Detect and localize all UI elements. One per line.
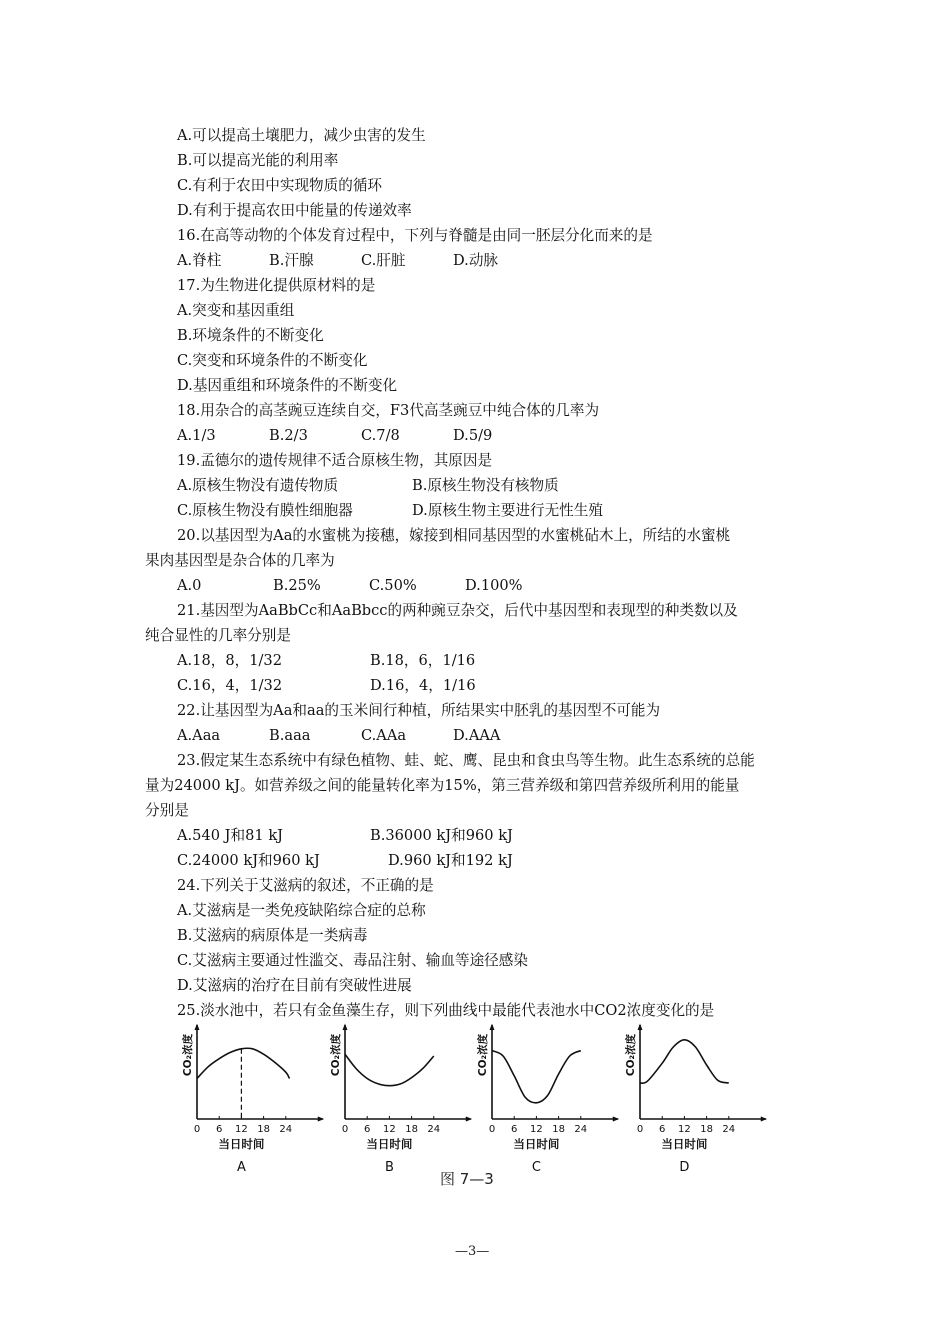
chart-b-xlabel: 当日时间 bbox=[366, 1137, 413, 1151]
chart-a-curve bbox=[197, 1048, 290, 1078]
q16-option-a: A.脊柱 bbox=[177, 252, 222, 269]
q21-option-a: A.18，8，1/32 bbox=[177, 652, 282, 669]
q18-option-b: B.2/3 bbox=[269, 427, 308, 444]
chart-d-tick-label: 24 bbox=[722, 1124, 736, 1135]
q17-option-c: C.突变和环境条件的不断变化 bbox=[177, 352, 368, 369]
chart-c-curve bbox=[492, 1051, 581, 1103]
q16-option-b: B.汗腺 bbox=[269, 252, 314, 269]
q19-options-row1 bbox=[145, 473, 807, 498]
chart-b-tick-label: 0 bbox=[341, 1124, 349, 1135]
figure-7-3 bbox=[160, 1018, 800, 1193]
q24-option-c: C.艾滋病主要通过性滥交、毒品注射、输血等途径感染 bbox=[177, 952, 528, 969]
q19-options-row2 bbox=[145, 498, 807, 523]
chart-d-tick-label: 0 bbox=[636, 1124, 644, 1135]
chart-c-tick-label: 0 bbox=[488, 1124, 496, 1135]
chart-d-tick-label: 12 bbox=[678, 1124, 691, 1135]
chart-a-tick-label: 6 bbox=[216, 1124, 223, 1135]
q24-option-b: B.艾滋病的病原体是一类病毒 bbox=[177, 927, 368, 944]
q21-option-d: D.16，4，1/16 bbox=[370, 677, 476, 694]
chart-d-x-arrow-icon bbox=[761, 1117, 766, 1121]
q24-option-a: A.艾滋病是一类免疫缺陷综合症的总称 bbox=[177, 902, 426, 919]
q20-stem-line1: 20.以基因型为Aa的水蜜桃为接穗，嫁接到相同基因型的水蜜桃砧木上，所结的水蜜桃 bbox=[177, 527, 731, 544]
q16-stem: 16.在高等动物的个体发育过程中，下列与脊髓是由同一胚层分化而来的是 bbox=[177, 227, 653, 244]
chart-b-tick-label: 24 bbox=[427, 1124, 441, 1135]
q21-stem-line1: 21.基因型为AaBbCc和AaBbcc的两种豌豆杂交，后代中基因型和表现型的种类数以及 bbox=[177, 602, 738, 619]
chart-c-ylabel: CO₂浓度 bbox=[477, 1033, 489, 1077]
chart-a-tick-label: 18 bbox=[257, 1124, 270, 1135]
q15-option-a: A.可以提高土壤肥力，减少虫害的发生 bbox=[177, 127, 426, 144]
chart-a-ylabel: CO₂浓度 bbox=[182, 1033, 194, 1077]
q22-option-b: B.aaa bbox=[269, 727, 311, 744]
q15-option-c: C.有利于农田中实现物质的循环 bbox=[177, 177, 383, 194]
q21-option-b: B.18，6，1/16 bbox=[370, 652, 476, 669]
q22-stem: 22.让基因型为Aa和aa的玉米间行种植，所结果实中胚乳的基因型不可能为 bbox=[177, 702, 661, 719]
chart-b-tick-label: 12 bbox=[383, 1124, 396, 1135]
chart-c-y-arrow-icon bbox=[490, 1025, 494, 1030]
q19-option-d: D.原核生物主要进行无性生殖 bbox=[412, 502, 603, 519]
q22-options bbox=[145, 723, 807, 748]
q18-option-c: C.7/8 bbox=[361, 427, 400, 444]
chart-c-label: C bbox=[531, 1160, 541, 1175]
q20-options bbox=[145, 573, 807, 598]
chart-c-tick-label: 12 bbox=[530, 1124, 543, 1135]
q18-stem: 18.用杂合的高茎豌豆连续自交，F3代高茎豌豆中纯合体的几率为 bbox=[177, 402, 600, 419]
q23-stem-line1: 23.假定某生态系统中有绿色植物、蛙、蛇、鹰、昆虫和食虫鸟等生物。此生态系统的总能 bbox=[177, 752, 755, 769]
q18-options bbox=[145, 423, 807, 448]
chart-a-tick-label: 12 bbox=[235, 1124, 248, 1135]
chart-d-ylabel: CO₂浓度 bbox=[625, 1033, 637, 1077]
chart-c-tick-label: 24 bbox=[574, 1124, 588, 1135]
q23-stem-line3: 分别是 bbox=[145, 802, 189, 819]
q16-options bbox=[145, 248, 807, 273]
q23-option-d: D.960 kJ和192 kJ bbox=[388, 852, 513, 869]
chart-b-curve bbox=[345, 1054, 434, 1086]
q24-option-d: D.艾滋病的治疗在目前有突破性进展 bbox=[177, 977, 412, 994]
chart-a-y-arrow-icon bbox=[195, 1025, 199, 1030]
q18-option-d: D.5/9 bbox=[453, 427, 493, 444]
chart-b-ylabel: CO₂浓度 bbox=[330, 1033, 342, 1077]
q19-stem: 19.孟德尔的遗传规律不适合原核生物，其原因是 bbox=[177, 452, 493, 469]
q20-option-d: D.100% bbox=[465, 577, 523, 594]
q20-option-a: A.0 bbox=[177, 577, 202, 594]
chart-d-y-arrow-icon bbox=[638, 1025, 642, 1030]
q23-option-c: C.24000 kJ和960 kJ bbox=[177, 852, 320, 869]
q20-option-b: B.25% bbox=[273, 577, 321, 594]
q19-option-c: C.原核生物没有膜性细胞器 bbox=[177, 502, 353, 519]
q21-options-row1 bbox=[145, 648, 807, 673]
chart-b-tick-label: 6 bbox=[364, 1124, 371, 1135]
chart-b-x-arrow-icon bbox=[466, 1117, 471, 1121]
q22-option-a: A.Aaa bbox=[177, 727, 221, 744]
q23-option-a: A.540 J和81 kJ bbox=[177, 827, 284, 844]
q15-option-b: B.可以提高光能的利用率 bbox=[177, 152, 339, 169]
q20-option-c: C.50% bbox=[369, 577, 417, 594]
co2-curves-figure bbox=[160, 1018, 800, 1193]
exam-page bbox=[145, 123, 807, 1023]
q18-option-a: A.1/3 bbox=[177, 427, 216, 444]
q25-stem: 25.淡水池中，若只有金鱼藻生存，则下列曲线中最能代表池水中CO2浓度变化的是 bbox=[177, 1002, 715, 1019]
chart-c-xlabel: 当日时间 bbox=[513, 1137, 560, 1151]
chart-a-xlabel: 当日时间 bbox=[218, 1137, 265, 1151]
q22-option-c: C.AAa bbox=[361, 727, 407, 744]
q16-option-c: C.肝脏 bbox=[361, 252, 406, 269]
page-number: —3— bbox=[455, 1244, 490, 1259]
q23-options-row1 bbox=[145, 823, 807, 848]
chart-a-x-arrow-icon bbox=[318, 1117, 323, 1121]
q23-stem-line2: 量为24000 kJ。如营养级之间的能量转化率为15%，第三营养级和第四营养级所利用的能量 bbox=[145, 777, 740, 794]
q22-option-d: D.AAA bbox=[453, 727, 501, 744]
chart-b-label: B bbox=[384, 1160, 394, 1175]
q19-option-a: A.原核生物没有遗传物质 bbox=[177, 477, 339, 494]
chart-b-tick-label: 18 bbox=[405, 1124, 418, 1135]
q21-stem-line2: 纯合显性的几率分别是 bbox=[145, 627, 291, 644]
figure-caption: 图 7—3 bbox=[440, 1170, 494, 1188]
q15-option-d: D.有利于提高农田中能量的传递效率 bbox=[177, 202, 412, 219]
q20-stem-line2: 果肉基因型是杂合体的几率为 bbox=[145, 552, 335, 569]
q19-option-b: B.原核生物没有核物质 bbox=[412, 477, 559, 494]
chart-a-label: A bbox=[236, 1160, 246, 1175]
chart-a-tick-label: 24 bbox=[279, 1124, 293, 1135]
q21-options-row2 bbox=[145, 673, 807, 698]
q17-option-b: B.环境条件的不断变化 bbox=[177, 327, 324, 344]
chart-b-y-arrow-icon bbox=[343, 1025, 347, 1030]
chart-c-tick-label: 18 bbox=[552, 1124, 565, 1135]
q24-stem: 24.下列关于艾滋病的叙述，不正确的是 bbox=[177, 877, 434, 894]
chart-d-tick-label: 18 bbox=[700, 1124, 713, 1135]
chart-d-curve bbox=[640, 1040, 729, 1083]
chart-c-tick-label: 6 bbox=[511, 1124, 518, 1135]
q23-options-row2 bbox=[145, 848, 807, 873]
q17-option-a: A.突变和基因重组 bbox=[177, 302, 295, 319]
q16-option-d: D.动脉 bbox=[453, 252, 499, 269]
chart-a-tick-label: 0 bbox=[193, 1124, 201, 1135]
chart-c-x-arrow-icon bbox=[613, 1117, 618, 1121]
q23-option-b: B.36000 kJ和960 kJ bbox=[370, 827, 513, 844]
q17-option-d: D.基因重组和环境条件的不断变化 bbox=[177, 377, 398, 394]
chart-d-tick-label: 6 bbox=[659, 1124, 666, 1135]
chart-d-label: D bbox=[679, 1160, 690, 1175]
chart-d-xlabel: 当日时间 bbox=[661, 1137, 708, 1151]
q17-stem: 17.为生物进化提供原材料的是 bbox=[177, 277, 376, 294]
q21-option-c: C.16，4，1/32 bbox=[177, 677, 283, 694]
